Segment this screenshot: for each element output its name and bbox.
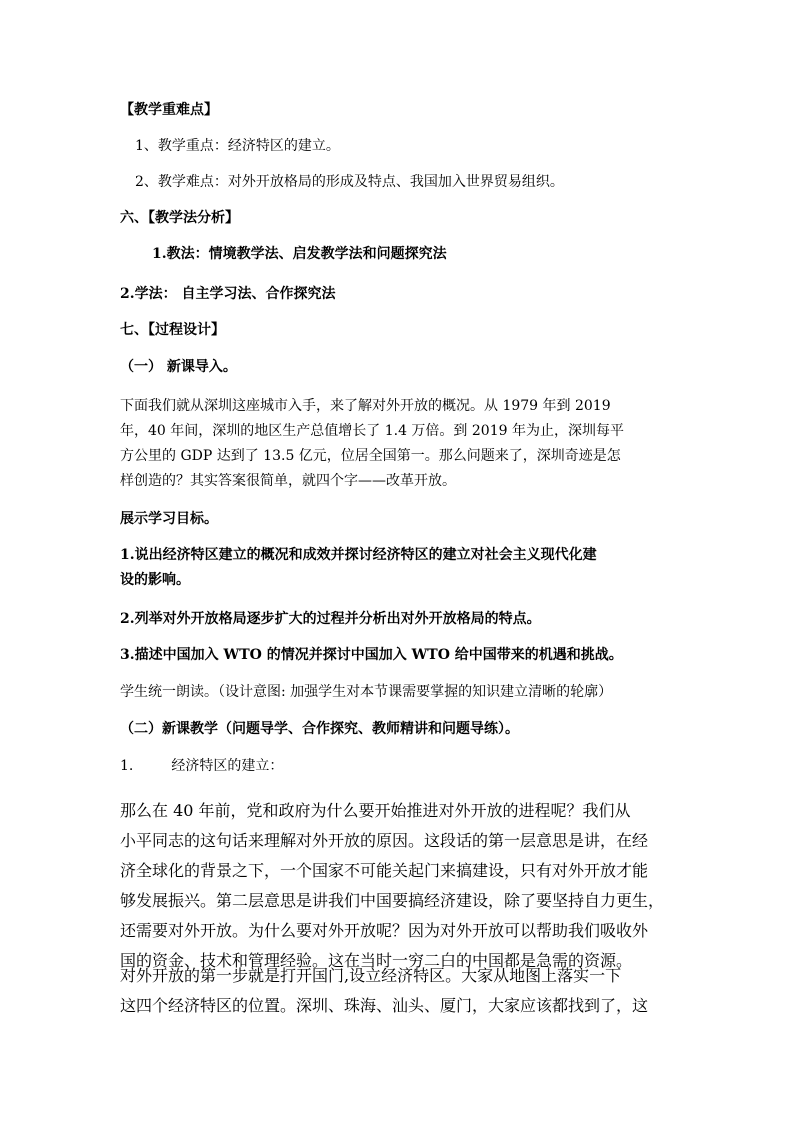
goal-2: 2.列举对外开放格局逐步扩大的过程并分析出对外开放格局的特点。 — [120, 611, 541, 627]
goal-1 — [120, 543, 597, 593]
intro-line: 方公里的 GDP 达到了 13.5 亿元，位居全国第一。那么问题来了，深圳奇迹是怎 — [120, 448, 621, 464]
show-goals: 展示学习目标。 — [120, 511, 218, 527]
goal-1-line: 设的影响。 — [120, 572, 190, 588]
body-line: 够发展振兴。第二层意思是讲我们中国要搞经济建设，除了要坚持自力更生， — [120, 891, 665, 910]
teaching-method: 1.教法：情境教学法、启发教学法和问题探究法 — [152, 246, 447, 262]
part-2-heading: （二）新课教学（问题导学、合作探究、教师精讲和问题导练）。 — [120, 721, 519, 737]
body-paragraph-1 — [120, 796, 664, 976]
intro-line: 样创造的？其实答案很简单，就四个字——改革开放。 — [120, 473, 456, 489]
intro-line: 年，40 年间，深圳的地区生产总值增长了 1.4 万倍。到 2019 年为止，深圳每平 — [120, 423, 624, 439]
body-line: 济全球化的背景之下，一个国家不可能关起门来搞建设，只有对外开放才能 — [120, 861, 649, 880]
key-point-2: 2、教学难点：对外开放格局的形成及特点、我国加入世界贸易组织。 — [135, 174, 564, 190]
section-7-heading: 七、【过程设计】 — [120, 322, 225, 338]
read-aloud-note: 学生统一朗读。（设计意图: 加强学生对本节课需要掌握的知识建立清晰的轮廓） — [120, 684, 613, 700]
body-line: 这四个经济特区的位置。深圳、珠海、汕头、厦门，大家应该都找到了，这 — [120, 996, 649, 1015]
goal-3: 3.描述中国加入 WTO 的情况并探讨中国加入 WTO 给中国带来的机遇和挑战。 — [120, 647, 623, 663]
intro-paragraph — [120, 394, 624, 494]
goal-1-line: 1.说出经济特区建立的概况和成效并探讨经济特区的建立对社会主义现代化建 — [120, 547, 597, 563]
item-1-text: 经济特区的建立： — [171, 758, 284, 774]
section-6-heading: 六、【教学法分析】 — [120, 210, 239, 226]
body-line: 国的资金、技术和管理经验。这在当时一穷二白的中国都是急需的资源。 — [120, 951, 633, 970]
body-line: 对外开放的第一步就是打开国门,设立经济特区。大家从地图上落实一下 — [120, 966, 622, 985]
body-line: 小平同志的这句话来理解对外开放的原因。这段话的第一层意思是讲，在经 — [120, 831, 649, 850]
part-1-heading: （一） 新课导入。 — [120, 359, 237, 375]
learning-method: 2.学法： 自主学习法、合作探究法 — [120, 286, 336, 302]
body-line: 那么在 40 年前，党和政府为什么要开始推进对外开放的进程呢？我们从 — [120, 801, 631, 820]
item-1-heading — [120, 757, 283, 775]
body-paragraph-2 — [120, 961, 648, 1021]
item-1-number: 1. — [120, 758, 134, 774]
body-line: 还需要对外开放。为什么要对外开放呢？因为对外开放可以帮助我们吸收外 — [120, 921, 649, 940]
intro-line: 下面我们就从深圳这座城市入手，来了解对外开放的概况。从 1979 年到 2019 — [120, 398, 611, 414]
heading-key-points: 【教学重难点】 — [120, 102, 218, 118]
key-point-1: 1、教学重点：经济特区的建立。 — [135, 138, 340, 154]
